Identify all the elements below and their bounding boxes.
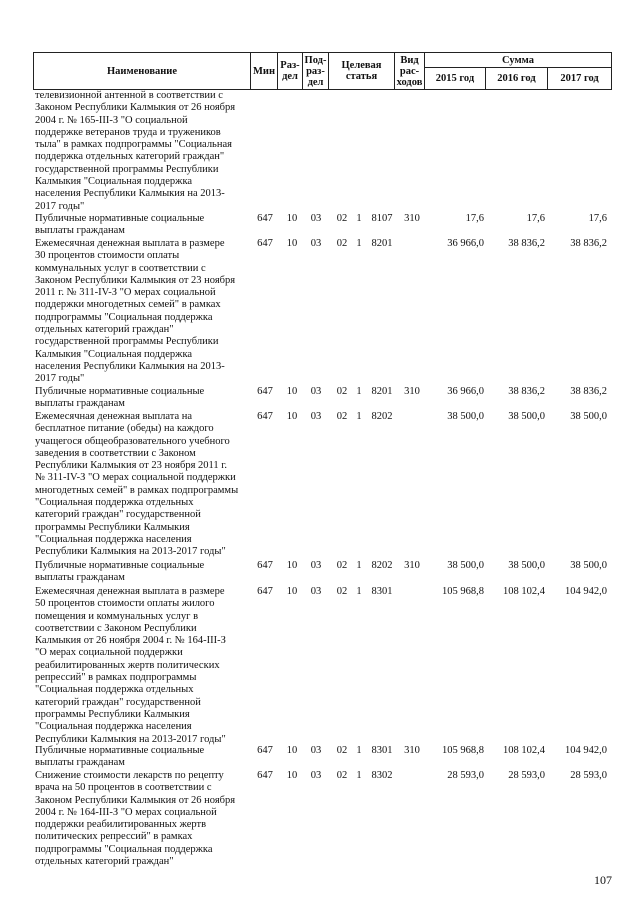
row-name: Ежемесячная денежная выплата на бесплатное питание (обеды) на каждого учащегося общеобразовательного учебного заведения в соответствии с Законом Республики Калмыкия от 23 ноября 2011 г. № 311-IV-З "О мерах социальной поддержки многодетных семей" в рамках подпрограммы "Социальная поддержка отдельных категорий граждан" государственной программы Республики Калмыкия "Социальная поддержка населения Республики Калмыкия на 2013-2017 годы" [35, 411, 239, 558]
cell-min: 647 [257, 745, 273, 756]
cell-statya-subprogram: 1 [356, 586, 362, 597]
cell-razdel: 10 [286, 745, 298, 756]
cell-2015: 38 500,0 [447, 411, 484, 422]
cell-statya-program: 02 [336, 560, 348, 571]
cell-2016: 38 500,0 [508, 560, 545, 571]
cell-vid: 310 [404, 213, 420, 224]
cell-podrazdel: 03 [310, 238, 322, 249]
cell-statya-code: 8301 [371, 586, 393, 597]
cell-2017: 104 942,0 [565, 586, 607, 597]
cell-statya-program: 02 [336, 770, 348, 781]
cell-statya-program: 02 [336, 586, 348, 597]
cell-statya-program: 02 [336, 238, 348, 249]
header-tselevaya-statya: Целевая статья [329, 53, 395, 90]
cell-2017: 28 593,0 [570, 770, 607, 781]
row-name: Публичные нормативные социальные выплаты гражданам [35, 745, 205, 769]
row-name: Публичные нормативные социальные выплаты гражданам [35, 213, 205, 237]
cell-2017: 104 942,0 [565, 745, 607, 756]
row-name: Публичные нормативные социальные выплаты гражданам [35, 560, 205, 584]
cell-razdel: 10 [286, 386, 298, 397]
row-name: Ежемесячная денежная выплата в размере 30 процентов стоимости оплаты коммунальных услуг в соответствии с Законом Республики Калмыкия от 23 ноября 2011 г. № 311-IV-З "О мерах социальной поддержки многодетных семей" в рамках подпрограммы "Социальная поддержка отдельных категорий граждан" государственной программы Республики Калмыкия "Социальная поддержка населения Республики Калмыкия на 2013- 2017 годы" [35, 238, 236, 385]
cell-statya-subprogram: 1 [356, 386, 362, 397]
cell-2017: 38 836,2 [570, 386, 607, 397]
header-name: Наименование [34, 53, 251, 90]
cell-podrazdel: 03 [310, 411, 322, 422]
cell-podrazdel: 03 [310, 745, 322, 756]
cell-podrazdel: 03 [310, 770, 322, 781]
cell-2017: 17,6 [588, 213, 607, 224]
cell-razdel: 10 [286, 770, 298, 781]
cell-min: 647 [257, 213, 273, 224]
header-vid-raskhodov: Вид рас- ходов [395, 53, 425, 90]
cell-2015: 36 966,0 [447, 386, 484, 397]
cell-podrazdel: 03 [310, 386, 322, 397]
cell-vid: 310 [404, 560, 420, 571]
cell-2016: 17,6 [526, 213, 545, 224]
cell-statya-code: 8202 [371, 411, 393, 422]
cell-razdel: 10 [286, 560, 298, 571]
header-year-2015: 2015 год [425, 68, 486, 90]
cell-statya-program: 02 [336, 213, 348, 224]
cell-2016: 108 102,4 [503, 745, 545, 756]
header-min: Мин [251, 53, 278, 90]
cell-min: 647 [257, 411, 273, 422]
header-year-2016: 2016 год [486, 68, 548, 90]
cell-2016: 38 836,2 [508, 238, 545, 249]
header-summa: Сумма [425, 53, 612, 68]
cell-2016: 38 500,0 [508, 411, 545, 422]
cell-statya-code: 8201 [371, 238, 393, 249]
row-name: Публичные нормативные социальные выплаты гражданам [35, 386, 205, 410]
cell-2016: 38 836,2 [508, 386, 545, 397]
cell-vid: 310 [404, 745, 420, 756]
cell-2015: 28 593,0 [447, 770, 484, 781]
cell-2015: 105 968,8 [442, 586, 484, 597]
cell-statya-code: 8107 [371, 213, 393, 224]
cell-statya-subprogram: 1 [356, 770, 362, 781]
cell-statya-program: 02 [336, 745, 348, 756]
row-name: Снижение стоимости лекарств по рецепту врача на 50 процентов в соответствии с Законом Республики Калмыкия от 26 ноября 2004 г. № 164-III-З "О мерах социальной поддержки реабилитированных жертв политических репрессий" в рамках подпрограммы "Социальная поддержка отдельных категорий граждан" [35, 770, 236, 868]
cell-statya-subprogram: 1 [356, 560, 362, 571]
page-number: 107 [594, 873, 612, 887]
cell-statya-code: 8302 [371, 770, 393, 781]
cell-2015: 105 968,8 [442, 745, 484, 756]
cell-podrazdel: 03 [310, 213, 322, 224]
cell-statya-code: 8201 [371, 386, 393, 397]
cell-vid: 310 [404, 386, 420, 397]
cell-razdel: 10 [286, 213, 298, 224]
table-header [33, 52, 612, 90]
row-name: Ежемесячная денежная выплата в размере 50 процентов стоимости оплаты жилого помещения и коммунальных услуг в соответствии с Законом Республики Калмыкия от 26 ноября 2004 г. № 164-III-З "О мерах социальной поддержки реабилитированных жертв политических репрессий" в рамках подпрограммы "Социальная поддержка отдельных категорий граждан" государственной программы Республики Калмыкия "Социальная поддержка населения Республики Калмыкия на 2013-2017 годы" [35, 586, 226, 745]
cell-razdel: 10 [286, 238, 298, 249]
cell-statya-subprogram: 1 [356, 238, 362, 249]
cell-2015: 17,6 [465, 213, 484, 224]
header-podrazdel: Под- раз- дел [303, 53, 329, 90]
cell-min: 647 [257, 238, 273, 249]
cell-2016: 108 102,4 [503, 586, 545, 597]
cell-2015: 38 500,0 [447, 560, 484, 571]
cell-statya-program: 02 [336, 411, 348, 422]
cell-podrazdel: 03 [310, 560, 322, 571]
cell-min: 647 [257, 386, 273, 397]
cell-min: 647 [257, 586, 273, 597]
cell-statya-subprogram: 1 [356, 411, 362, 422]
cell-2015: 36 966,0 [447, 238, 484, 249]
cell-min: 647 [257, 770, 273, 781]
cell-razdel: 10 [286, 411, 298, 422]
cell-statya-subprogram: 1 [356, 213, 362, 224]
cell-statya-code: 8301 [371, 745, 393, 756]
header-razdel: Раз- дел [278, 53, 303, 90]
cell-2017: 38 500,0 [570, 560, 607, 571]
cell-2016: 28 593,0 [508, 770, 545, 781]
cell-statya-program: 02 [336, 386, 348, 397]
header-year-2017: 2017 год [548, 68, 612, 90]
cell-statya-subprogram: 1 [356, 745, 362, 756]
cell-statya-code: 8202 [371, 560, 393, 571]
cell-2017: 38 836,2 [570, 238, 607, 249]
cell-razdel: 10 [286, 586, 298, 597]
row-name: телевизионной антенной в соответствии с Законом Республики Калмыкия от 26 ноября 2004 г. № 165-III-З "О социальной поддержке ветеранов труда и тружеников тыла" в рамках подпрограммы "Социальная поддержка отдельных категорий граждан" государственной программы Республики Калмыкия "Социальная поддержка населения Республики Калмыкия на 2013- 2017 годы" [35, 90, 236, 212]
cell-2017: 38 500,0 [570, 411, 607, 422]
cell-min: 647 [257, 560, 273, 571]
cell-podrazdel: 03 [310, 586, 322, 597]
